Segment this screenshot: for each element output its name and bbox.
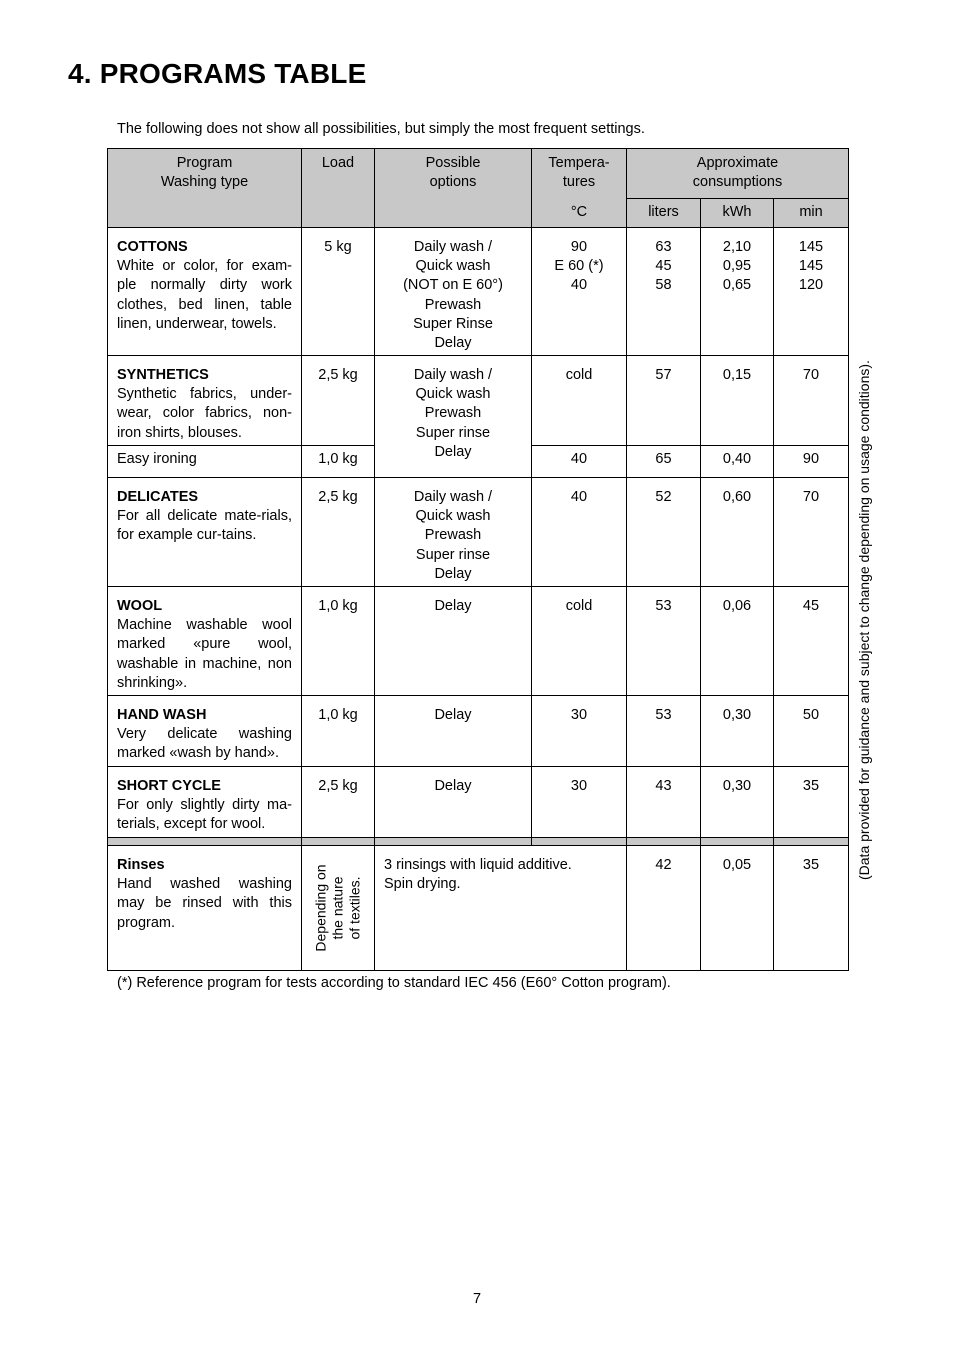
program-name: SYNTHETICS	[117, 367, 209, 383]
program-cell	[108, 696, 302, 767]
min-cell: 70	[774, 478, 849, 587]
programs-table	[107, 148, 849, 971]
kwh-cell: 0,05	[701, 846, 774, 971]
liters-cell: 53	[627, 587, 701, 696]
program-description: Very delicate washing marked «wash by hand».	[117, 726, 292, 762]
table-row	[108, 228, 849, 356]
load-cell	[302, 846, 375, 971]
liters-cell: 42	[627, 846, 701, 971]
min-cell: 70	[774, 356, 849, 446]
options-cell: Delay	[375, 767, 532, 838]
page-title: 4. PROGRAMS TABLE	[68, 58, 367, 89]
header-options: Possible options	[375, 149, 532, 228]
liters-cell: 43	[627, 767, 701, 838]
table-row	[108, 478, 849, 587]
intro-text: The following does not show all possibilities, but simply the most frequent settings.	[117, 121, 645, 137]
header-min: min	[774, 199, 849, 228]
program-name: Rinses	[117, 857, 165, 873]
program-description: For all delicate mate-rials, for example cur-tains.	[117, 508, 292, 544]
program-cell	[108, 587, 302, 696]
liters-cell: 53	[627, 696, 701, 767]
temperature-cell: 40	[532, 478, 627, 587]
kwh-cell: 0,06	[701, 587, 774, 696]
program-cell	[108, 767, 302, 838]
temperature-cell: cold	[532, 356, 627, 446]
program-cell	[108, 356, 302, 446]
kwh-cell: 0,40	[701, 446, 774, 478]
program-description: Machine washable wool marked «pure wool, washable in machine, non shrinking».	[117, 617, 292, 691]
header-program: Program Washing type	[108, 149, 302, 228]
liters-cell: 65	[627, 446, 701, 478]
program-description: For only slightly dirty ma-terials, except for wool.	[117, 797, 292, 833]
footnote: (*) Reference program for tests according to standard IEC 456 (E60° Cotton program).	[117, 975, 671, 991]
program-description: Synthetic fabrics, under-wear, color fabrics, non-iron shirts, blouses.	[117, 386, 292, 441]
program-name: HAND WASH	[117, 707, 207, 723]
kwh-cell: 0,60	[701, 478, 774, 587]
options-cell: Delay	[375, 587, 532, 696]
rinses-load-text: Depending on the nature of textiles.	[312, 864, 363, 952]
header-temp-unit: °C	[532, 199, 627, 228]
load-cell: 1,0 kg	[302, 446, 375, 478]
options-cell: Daily wash / Quick wash Prewash Super rinse Delay	[375, 356, 532, 478]
table-row	[108, 696, 849, 767]
program-cell	[108, 478, 302, 587]
side-note: (Data provided for guidance and subject to change depending on usage conditions).	[856, 360, 872, 880]
liters-cell: 52	[627, 478, 701, 587]
load-cell: 2,5 kg	[302, 356, 375, 446]
header-liters: liters	[627, 199, 701, 228]
table-row	[108, 587, 849, 696]
header-kwh: kWh	[701, 199, 774, 228]
temperature-cell: 30	[532, 696, 627, 767]
program-name: DELICATES	[117, 489, 199, 505]
load-cell: 5 kg	[302, 228, 375, 356]
min-cell: 35	[774, 767, 849, 838]
kwh-cell: 2,10 0,95 0,65	[701, 228, 774, 356]
header-temperatures: Tempera- tures	[532, 149, 627, 199]
temperature-cell: 40	[532, 446, 627, 478]
load-cell: 1,0 kg	[302, 587, 375, 696]
min-cell: 35	[774, 846, 849, 971]
program-description: Easy ironing	[108, 446, 302, 478]
program-name: COTTONS	[117, 239, 188, 255]
kwh-cell: 0,30	[701, 767, 774, 838]
page-number: 7	[472, 1291, 482, 1307]
min-cell: 45	[774, 587, 849, 696]
options-cell: Daily wash / Quick wash Prewash Super rinse Delay	[375, 478, 532, 587]
min-cell: 50	[774, 696, 849, 767]
options-cell: Delay	[375, 696, 532, 767]
liters-cell: 63 45 58	[627, 228, 701, 356]
program-cell	[108, 228, 302, 356]
program-cell	[108, 846, 302, 971]
load-cell: 1,0 kg	[302, 696, 375, 767]
table-row	[108, 356, 849, 446]
options-cell: Daily wash / Quick wash (NOT on E 60°) Prewash Super Rinse Delay	[375, 228, 532, 356]
options-cell: 3 rinsings with liquid additive. Spin drying.	[375, 846, 627, 971]
header-load: Load	[302, 149, 375, 228]
min-cell: 90	[774, 446, 849, 478]
temperature-cell: 30	[532, 767, 627, 838]
program-name: WOOL	[117, 598, 163, 614]
load-cell: 2,5 kg	[302, 478, 375, 587]
program-description: White or color, for exam-ple normally dirty work clothes, bed linen, table linen, underwear, towels.	[117, 258, 292, 332]
kwh-cell: 0,30	[701, 696, 774, 767]
temperature-cell: cold	[532, 587, 627, 696]
temperature-cell: 90 E 60 (*) 40	[532, 228, 627, 356]
program-description: Hand washed washing may be rinsed with this program.	[117, 876, 292, 931]
program-name: SHORT CYCLE	[117, 778, 221, 794]
table-separator	[108, 838, 849, 846]
kwh-cell: 0,15	[701, 356, 774, 446]
table-row	[108, 767, 849, 838]
table-row	[108, 846, 849, 971]
min-cell: 145 145 120	[774, 228, 849, 356]
liters-cell: 57	[627, 356, 701, 446]
load-cell: 2,5 kg	[302, 767, 375, 838]
header-consumptions: Approximate consumptions	[627, 149, 849, 199]
